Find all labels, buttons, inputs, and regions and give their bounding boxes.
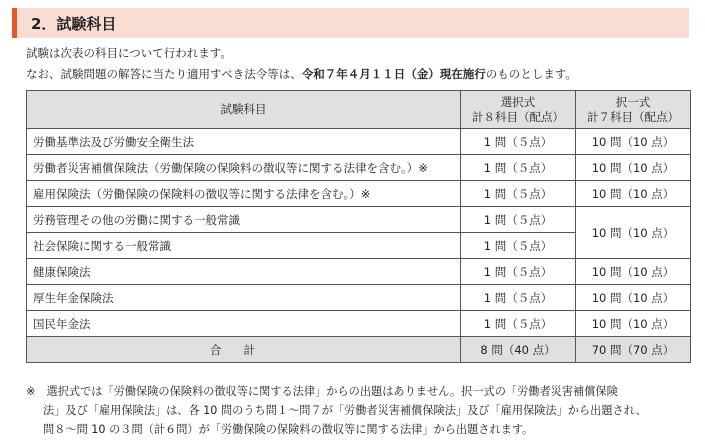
- choice-cell: 1 問（５点）: [461, 181, 576, 207]
- footnote-line-3: 問８～問 10 の３問（計６問）が「労働保険の保険料の徴収等に関する法律」から出題されます。: [43, 423, 534, 436]
- choice-cell: 1 問（５点）: [461, 155, 576, 181]
- subject-cell: 労働者災害補償保険法（労働保険の保険料の徴収等に関する法律を含む。）※: [27, 155, 461, 181]
- subject-cell: 健康保険法: [27, 259, 461, 285]
- intro-line-1: 試験は次表の科目について行われます。: [26, 46, 232, 60]
- choice-cell: 1 問（５点）: [461, 311, 576, 337]
- footnote-line-1: ※ 選択式では「労働保険の保険料の徴収等に関する法律」からの出題はありません。択一式の「労働者災害補償保険: [26, 385, 618, 398]
- total-choice: 8 問（40 点）: [461, 337, 576, 363]
- multi-cell: 10 問（10 点）: [576, 285, 691, 311]
- multi-cell: 10 問（10 点）: [576, 259, 691, 285]
- multi-cell-merged: 10 問（10 点）: [576, 207, 691, 259]
- choice-cell: 1 問（５点）: [461, 259, 576, 285]
- footnote-line-2: 法」及び「雇用保険法」は、各 10 問のうち問１～問７が「労働者災害補償保険法」及び「雇用保険法」から出題され、: [43, 404, 647, 417]
- footnote: [26, 382, 696, 439]
- header-choice: [461, 91, 576, 129]
- total-label: 合計: [27, 337, 461, 363]
- table-total-row: [27, 337, 691, 363]
- table-row: [27, 129, 691, 155]
- table-row: [27, 155, 691, 181]
- table-row: [27, 285, 691, 311]
- choice-cell: 1 問（５点）: [461, 129, 576, 155]
- choice-cell: 1 問（５点）: [461, 207, 576, 233]
- intro-line-2-suffix: のものとします。: [485, 67, 577, 81]
- subject-cell: 厚生年金保険法: [27, 285, 461, 311]
- table-row: [27, 207, 691, 233]
- choice-cell: 1 問（５点）: [461, 285, 576, 311]
- header-subject: 試験科目: [27, 91, 461, 129]
- subject-cell: 社会保険に関する一般常識: [27, 233, 461, 259]
- table-row: [27, 181, 691, 207]
- section-heading: [12, 8, 689, 38]
- header-multi-line1: 択一式: [615, 94, 651, 109]
- multi-cell: 10 問（10 点）: [576, 155, 691, 181]
- subject-cell: 労働基準法及び労働安全衛生法: [27, 129, 461, 155]
- table-row: [27, 311, 691, 337]
- subject-cell: 労務管理その他の労働に関する一般常識: [27, 207, 461, 233]
- multi-cell: 10 問（10 点）: [576, 129, 691, 155]
- table-row: [27, 259, 691, 285]
- effective-date: 令和７年４月１１日（金）現在施行: [301, 67, 486, 81]
- choice-cell: 1 問（５点）: [461, 233, 576, 259]
- header-choice-line1: 選択式: [500, 94, 536, 109]
- header-multi-line2: 計７科目（配点）: [587, 109, 679, 124]
- subject-cell: 国民年金法: [27, 311, 461, 337]
- section-title: 2．試験科目: [31, 15, 117, 33]
- header-choice-line2: 計８科目（配点）: [472, 109, 564, 124]
- multi-cell: 10 問（10 点）: [576, 181, 691, 207]
- total-multi: 70 問（70 点）: [576, 337, 691, 363]
- table-header-row: [27, 91, 691, 129]
- exam-subjects-table: [26, 90, 691, 363]
- header-multi: [576, 91, 691, 129]
- subject-cell: 雇用保険法（労働保険の保険料の徴収等に関する法律を含む。）※: [27, 181, 461, 207]
- multi-cell: 10 問（10 点）: [576, 311, 691, 337]
- intro-line-2-prefix: なお、試験問題の解答に当たり適用すべき法令等は、: [26, 67, 302, 81]
- intro-line-2: [26, 66, 577, 82]
